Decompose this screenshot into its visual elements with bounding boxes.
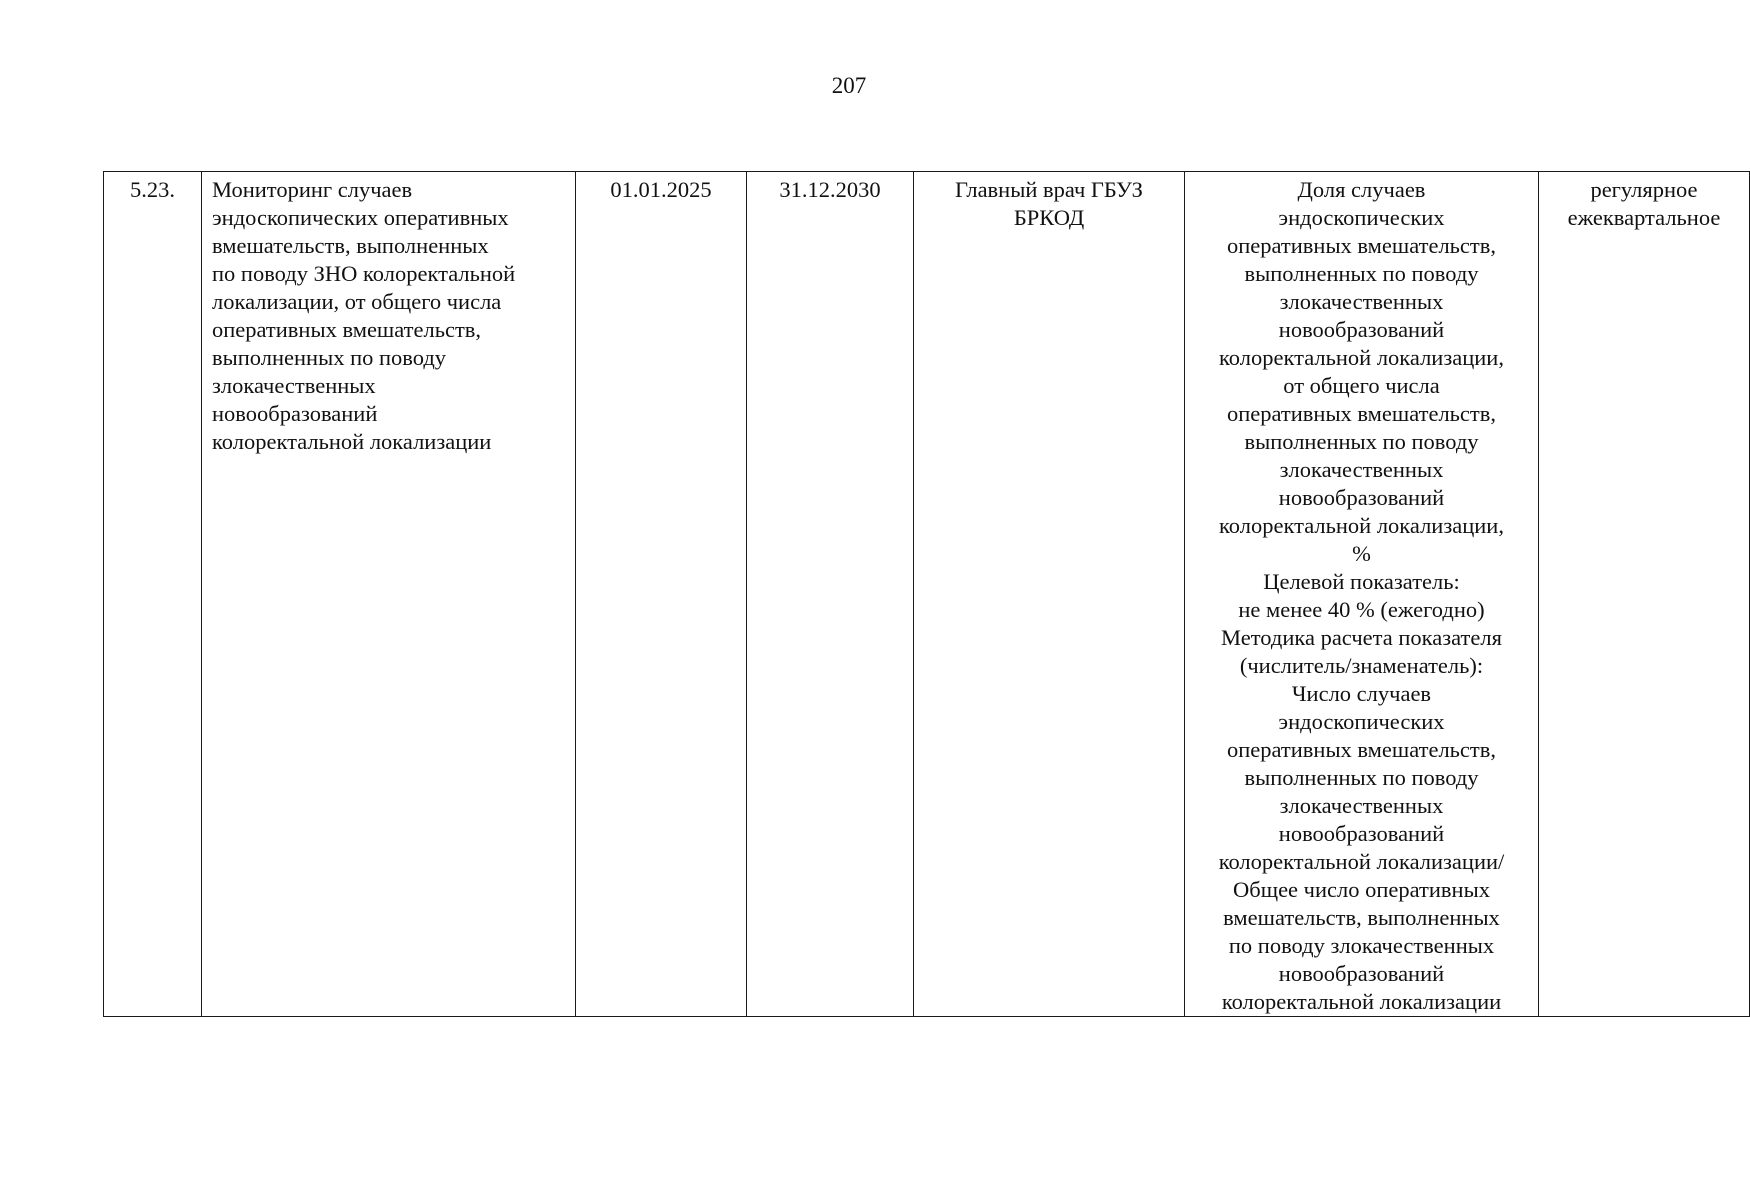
text-line: колоректальной локализации/: [1218, 849, 1505, 874]
row-number-cell: 5.23.: [104, 172, 202, 1017]
text-line: выполненных по поводу: [212, 345, 447, 370]
text-line: Целевой показатель:: [1263, 569, 1460, 594]
text-line: вмешательств, выполненных: [1223, 905, 1500, 930]
text-line: оперативных вмешательств,: [1226, 401, 1497, 426]
text-line: Число случаев: [1291, 681, 1432, 706]
text-line: колоректальной локализации: [212, 429, 492, 454]
text-line: эндоскопических: [1278, 709, 1445, 734]
text-line: (числитель/знаменатель):: [1239, 653, 1484, 678]
page-number: 207: [831, 73, 867, 98]
frequency-cell: [1539, 172, 1750, 1017]
text-line: не менее 40 % (ежегодно): [1238, 597, 1485, 622]
text-line: новообразований: [1278, 961, 1445, 986]
text-line: оперативных вмешательств,: [1226, 233, 1497, 258]
text-line: выполненных по поводу: [1244, 429, 1479, 454]
table-row: [104, 172, 1750, 1017]
text-line: новообразований: [212, 401, 378, 426]
text-line: новообразований: [1278, 821, 1445, 846]
text-line: эндоскопических: [1278, 205, 1445, 230]
text-line: оперативных вмешательств,: [1226, 737, 1497, 762]
text-line: %: [1352, 541, 1371, 566]
action-description-cell: [202, 172, 576, 1017]
text-line: оперативных вмешательств,: [212, 317, 482, 342]
text-line: регулярное: [1590, 177, 1698, 202]
end-date-cell: 31.12.2030: [747, 172, 914, 1017]
text-line: злокачественных: [1279, 793, 1444, 818]
text-line: Доля случаев: [1297, 177, 1426, 202]
text-line: Мониторинг случаев: [212, 177, 413, 202]
indicator-cell: [1185, 172, 1539, 1017]
text-line: ежеквартальное: [1567, 205, 1721, 230]
text-line: колоректальной локализации,: [1219, 513, 1504, 538]
text-line: новообразований: [1278, 485, 1445, 510]
text-line: от общего числа: [1283, 373, 1440, 398]
text-line: локализации, от общего числа: [212, 289, 502, 314]
text-line: злокачественных: [1279, 457, 1444, 482]
text-line: БРКОД: [1013, 205, 1085, 230]
text-line: Методика расчета показателя: [1221, 625, 1502, 650]
text-line: злокачественных: [212, 373, 376, 398]
start-date-cell: 01.01.2025: [576, 172, 747, 1017]
text-line: Главный врач ГБУЗ: [955, 177, 1143, 202]
text-line: новообразований: [1278, 317, 1445, 342]
text-line: выполненных по поводу: [1244, 261, 1479, 286]
text-line: колоректальной локализации: [1221, 989, 1502, 1014]
text-line: злокачественных: [1279, 289, 1444, 314]
text-line: Общее число оперативных: [1233, 877, 1490, 902]
text-line: эндоскопических оперативных: [212, 205, 509, 230]
text-line: по поводу злокачественных: [1228, 933, 1495, 958]
text-line: колоректальной локализации,: [1219, 345, 1504, 370]
text-line: вмешательств, выполненных: [212, 233, 489, 258]
text-line: по поводу ЗНО колоректальной: [212, 261, 516, 286]
activity-table: [103, 171, 1750, 1017]
responsible-person-cell: [914, 172, 1185, 1017]
text-line: выполненных по поводу: [1244, 765, 1479, 790]
